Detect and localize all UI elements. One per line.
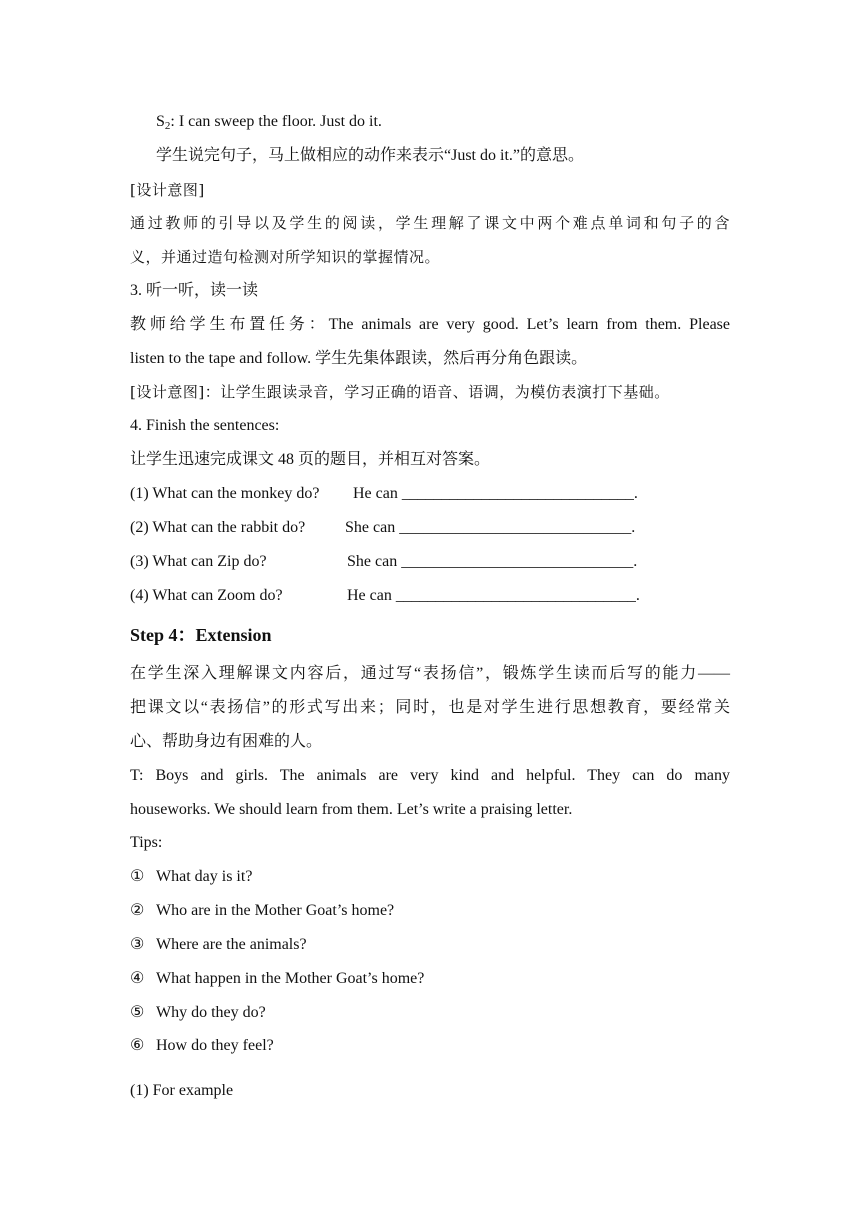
s2-subscript: 2 xyxy=(164,120,171,132)
tip-text: Where are the animals? xyxy=(156,936,307,953)
tip-number: ① xyxy=(130,868,145,885)
tip-text: What day is it? xyxy=(156,868,253,885)
answer-blank: He can _____________________________. xyxy=(353,485,638,502)
tip-item xyxy=(130,1036,730,1056)
s2-sentence: : I can sweep the floor. Just do it. xyxy=(170,113,382,130)
example-label: (1) For example xyxy=(130,1082,234,1099)
design-intent-line-2: 义，并通过造句检测对所学知识的掌握情况。 xyxy=(130,248,441,266)
tip-text: Who are in the Mother Goat’s home? xyxy=(156,902,395,919)
question-row xyxy=(130,484,730,504)
explain-line: 学生说完句子，马上做相应的动作来表示“Just do it.”的意思。 xyxy=(156,147,584,164)
question-row xyxy=(130,552,730,572)
item-3-design-intent: [设计意图]：让学生跟读录音，学习正确的语音、语调，为模仿表演打下基础。 xyxy=(130,383,670,401)
tip-item xyxy=(130,935,730,955)
question-text: (4) What can Zoom do? xyxy=(130,587,283,604)
tip-number: ③ xyxy=(130,936,145,953)
question-row xyxy=(130,518,730,538)
item-4-instruction: 让学生迅速完成课文 48 页的题目，并相互对答案。 xyxy=(130,451,491,468)
design-intent-line-1: 通过教师的引导以及学生的阅读，学生理解了课文中两个难点单词和句子的含 xyxy=(130,214,730,232)
tip-item xyxy=(130,1003,730,1023)
tip-number: ④ xyxy=(130,970,145,987)
tip-number: ⑥ xyxy=(130,1037,145,1054)
teacher-line-2: houseworks. We should learn from them. Let’s write a praising letter. xyxy=(130,801,573,818)
s2-line xyxy=(130,112,730,132)
tip-item xyxy=(130,901,730,921)
tips-label: Tips: xyxy=(130,834,163,851)
step-4-para-line-2: 把课文以“表扬信”的形式写出来；同时，也是对学生进行思想教育，要经常关 xyxy=(130,699,730,716)
tip-number: ⑤ xyxy=(130,1004,145,1021)
tip-item xyxy=(130,867,730,887)
item-3-line-2: listen to the tape and follow. 学生先集体跟读，然后再分角色跟读。 xyxy=(130,350,588,367)
tip-text: Why do they do? xyxy=(156,1004,266,1021)
question-text: (3) What can Zip do? xyxy=(130,553,267,570)
item-4-title: 4. Finish the sentences: xyxy=(130,417,280,434)
answer-blank: He can ______________________________. xyxy=(347,587,640,604)
s2-speaker: S xyxy=(156,113,165,130)
tip-number: ② xyxy=(130,902,145,919)
tip-item xyxy=(130,969,730,989)
answer-blank: She can _____________________________. xyxy=(345,519,636,536)
tip-text: How do they feel? xyxy=(156,1037,274,1054)
answer-blank: She can _____________________________. xyxy=(347,553,638,570)
design-intent-title: [设计意图] xyxy=(130,181,205,199)
item-3-title: 3. 听一听，读一读 xyxy=(130,282,259,299)
step-4-para-line-3: 心、帮助身边有困难的人。 xyxy=(130,733,323,750)
question-row xyxy=(130,586,730,606)
step-4-heading: Step 4：Extension xyxy=(130,625,272,645)
tip-text: What happen in the Mother Goat’s home? xyxy=(156,970,425,987)
teacher-line-1: T: Boys and girls. The animals are very kind and helpful. They can do many xyxy=(130,767,730,784)
question-text: (1) What can the monkey do? xyxy=(130,485,320,502)
question-text: (2) What can the rabbit do? xyxy=(130,519,306,536)
step-4-para-line-1: 在学生深入理解课文内容后，通过写“表扬信”，锻炼学生读而后写的能力—— xyxy=(130,665,730,682)
item-3-line-1: 教师给学生布置任务：The animals are very good. Let’s learn from them. Please xyxy=(130,316,730,333)
